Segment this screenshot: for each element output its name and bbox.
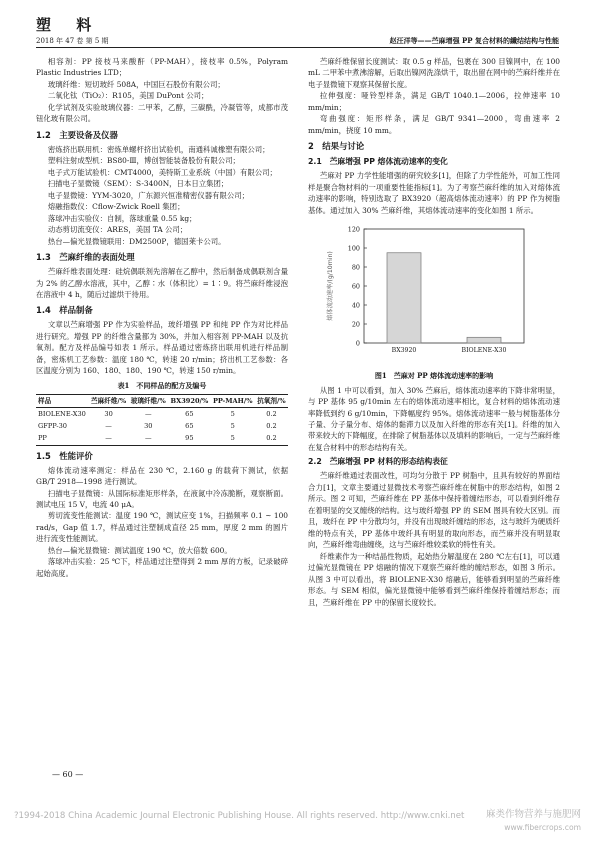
y-axis-label: 熔体流动速率/(g/10min): [327, 251, 334, 322]
bar: [467, 338, 501, 344]
formula-table: [36, 394, 288, 446]
equipment-item: 落球冲击实验仪：自制，落球重量 0.55 kg；: [47, 213, 197, 223]
table-header-cell: 苎麻纤维/%: [89, 394, 129, 407]
table-header-cell: 玻璃纤维/%: [128, 394, 168, 407]
table-header-cell: 抗氧剂/%: [255, 394, 288, 407]
equipment-item: 扫描电子显微镜（SEM）：S-3400N，日本日立集团；: [47, 179, 229, 189]
table-cell: 30: [144, 422, 153, 431]
paragraph: 纤维素作为一种结晶性物质，起始热分解温度在 280 ℃左右[1]，可以通过偏光显微镜在 PP 熔融的情况下观察苎麻纤维的缠结形态，如图 3 所示。从图 3 中可以看出，将 BIOLENE-X30 熔融后，能够看到明显的苎麻纤维形态。与 SEM 相似，偏光显微镜中能够看到苎麻纤维保持着缠结形态；而且，苎麻纤维在 PP 中的保留长度较长。: [308, 551, 560, 607]
table-row: [36, 407, 288, 420]
section-heading: 1.3 苎麻纤维的表面处理: [36, 252, 135, 263]
y-tick-label: 40: [351, 301, 360, 310]
table-cell: 65: [185, 409, 194, 418]
table-cell: 5: [230, 409, 235, 418]
table-cell: 0.2: [266, 422, 277, 431]
material-item: 化学试剂及实验玻璃仪器：二甲苯，乙醇，三碳酰，冷凝管等，成都市茂钮化玻有限公司。: [36, 102, 288, 124]
section-heading: 2 结果与讨论: [308, 141, 365, 152]
subsection-heading: 2.1 苎麻增强 PP 熔体流动速率的变化: [308, 157, 448, 167]
paragraph: 文章以苎麻增强 PP 作为实验样品，玻纤增强 PP 和纯 PP 作为对比样品进行研究。增强 PP 的纤维含量都为 30%，并加入相容剂 PP-MAH 以及抗氧剂。配方及样品编号如表 1 所示。样品通过密炼挤出联用机进行样品制备，密炼机工艺参数：温度 180 ℃，转速 20 r/min；挤出机工艺参数：各区温度分别为 160、180、180、190 ℃，转速 150 r/min。: [36, 320, 288, 376]
section-heading: 1.2 主要设备及仪器: [36, 129, 118, 140]
table-cell: 0.2: [255, 432, 288, 445]
paragraph: 苎麻对 PP 力学性能增强的研究较多[1]，但除了力学性能外，可加工性同样是聚合物材料的一项重要性能指标[1]。为了考察苎麻纤维的加入对熔体流动速率的影响，特别选取了 BX3920（超高熔体流动速率）的 PP 作为树脂基体。通过加入 30% 苎麻纤维，其熔体流动速率的变化如图 1 所示。: [308, 171, 560, 215]
watermark-text: 麻类作物营养与施肥网: [485, 809, 581, 820]
issue-info: 2018 年 47 卷 第 5 期: [36, 37, 109, 45]
section-heading: 1.4 样品制备: [36, 305, 93, 316]
journal-name: 塑 料: [36, 16, 102, 34]
table-cell: —: [145, 409, 152, 418]
right-column: [308, 56, 560, 608]
watermark-url: www.fibercrops.com: [504, 823, 581, 832]
table-cell: PP: [36, 432, 89, 445]
table-cell: 30: [104, 409, 113, 418]
x-tick-label: BIOLENE-X30: [461, 347, 507, 355]
y-tick-label: 100: [347, 244, 360, 253]
section-heading: 1.5 性能评价: [36, 450, 93, 461]
table-header-cell: 样品: [36, 394, 89, 407]
page-header: [36, 14, 559, 48]
paragraph: 苎麻纤维保留长度测试：取 0.5 g 样品，包裹在 300 目镍网中，在 100 mL 二甲苯中煮沸溶解，后取出镍网洗涤烘干，取出留在网中的苎麻纤维并在电子显微镜下观察其保留长度。: [308, 57, 560, 89]
material-item: 二氧化钛（TiO₂）：R105，美国 DuPont 公司；: [47, 91, 209, 101]
y-tick-label: 80: [351, 263, 360, 272]
y-tick-label: 20: [351, 320, 360, 329]
x-tick-label: BX3920: [391, 347, 417, 355]
equipment-item: 密炼挤出联用机：密炼单螺杆挤出试验机，南通科诚橡塑有限公司；: [47, 144, 270, 154]
paragraph: 从图 1 中可以看到，加入 30% 苎麻后，熔体流动速率的下降非常明显，与 PP 基体 95 g/10min 左右的熔体流动速率相比，复合材料的熔体流动速率降低到约 6 g/10min，下降幅度约 95%。熔体流动速率一般与树脂基体分子量、分子量分布、熔体的黏滞力以及加入纤维的形态有关[1]。纤维的加入带来较大的下降幅度，在排除了树脂基体以及填料的影响后，一定与苎麻纤维在复合材料中的形态结构有关。: [308, 385, 560, 452]
page-number: — 60 —: [52, 770, 84, 779]
equipment-item: 熔融指数仪：Cflow-Zwick Roell 集团；: [47, 202, 185, 212]
running-title: 赵汪洋等——苎麻增强 PP 复合材料的纖结结构与性能: [389, 36, 559, 45]
table-header-cell: BX3920/%: [168, 394, 210, 407]
figure-caption: 图1 苎麻对 PP 熔体流动速率的影响: [374, 370, 494, 380]
material-item: 玻璃纤维：短切玻纤 508A，中国巨石股份有限公司；: [47, 79, 225, 89]
left-column: [36, 56, 288, 579]
bar: [387, 253, 421, 343]
y-tick-label: 60: [351, 282, 360, 291]
table-cell: —: [89, 432, 129, 445]
subsection-heading: 2.2 苎麻增强 PP 材料的形态结构表征: [308, 457, 448, 467]
paragraph: 拉伸强度：哑铃型样条，满足 GB/T 1040.1—2006，拉伸速率 10 mm/min；: [308, 91, 560, 112]
y-tick-label: 0: [355, 339, 360, 348]
table-row: [36, 420, 288, 432]
table-cell: 5: [211, 432, 255, 445]
table-cell: —: [128, 432, 168, 445]
copyright-text: ?1994-2018 China Academic Journal Electronic Publishing House. All rights reserved. http://www.cnki.net: [14, 811, 465, 821]
paragraph: 剪切流变性能测试：温度 190 ℃，测试应变 1%，扫描频率 0.1 ~ 100 rad/s，Gap 值 1.7，样品通过注塑制成直径 25 mm，厚度 2 mm 的圆片进行流变性能测试。: [36, 511, 288, 544]
y-tick-label: 120: [347, 225, 360, 234]
material-item: 相容剂：PP 接枝马来酸酐（PP-MAH），接枝率 0.5%，Polyram Plastic Industries LTD；: [36, 57, 288, 78]
paragraph: 苎麻纤维通过表面改性，可均匀分散于 PP 树脂中，且具有较好的界面结合力[1]，文章主要通过显微技术考察苎麻纤维在树脂中的形态结构，如图 2 所示。图 2 可知，苎麻纤维在 PP 基体中保持着缠结形态，可以看到纤维存在着明显的交叉缠绕的结构。这与玻纤增强 PP 的 SEM 图具有较大区别。而且，玻纤在 PP 中分散均匀，并没有出现玻纤缠结的形态，这与玻纤为硬质纤维的特点有关，PP 基体中玻纤具有明显的取向形态，而苎麻并没有明显取向，苎麻纤维弯曲缠绕，这与苎麻纤维较柔软的特性有关。: [308, 471, 560, 550]
table-cell: 65: [185, 422, 194, 431]
page-footer: [14, 809, 581, 832]
equipment-item: 动态剪切流变仪：ARES，美国 TA 公司；: [47, 225, 188, 235]
paragraph: 落球冲击实验：25 ℃下，样品通过注塑得到 2 mm 厚的方板，记录破碎起始高度。: [36, 557, 288, 578]
table-cell: 0.2: [266, 409, 277, 418]
table-cell: GFPP-30: [38, 422, 67, 431]
table-cell: 5: [230, 422, 235, 431]
equipment-item: 塑料注射成型机：BS80-Ⅲ，博创智能装备股份有限公司；: [47, 156, 240, 166]
table-header-cell: PP-MAH/%: [211, 394, 255, 407]
paragraph: 弯曲强度：矩形样条，满足 GB/T 9341—2000，弯曲速率 2 mm/min，挠度 10 mm。: [308, 114, 560, 135]
equipment-item: 热台—偏光显微镜联用：DM2500P，德国莱卡公司。: [47, 236, 226, 246]
table-cell: BIOLENE-X30: [38, 409, 86, 418]
table-caption: 表1 不同样品的配方及编号: [117, 380, 207, 390]
paragraph: 扫描电子显微镜：从国际标准矩形样条，在液氮中冷冻脆断，观察断面。测试电压 15 V，电流 40 μA。: [36, 488, 288, 509]
paragraph: 熔体流动速率测定：样品在 230 ℃，2.160 g 的载荷下测试，依据 GB/T 2918—1998 进行测试。: [36, 465, 288, 487]
table-cell: 95: [168, 432, 210, 445]
equipment-item: 电子显微镜：YYM-3020，广东源兴恒准精密仪器有限公司；: [47, 190, 250, 200]
paragraph: 苎麻纤维表面处理：硅烷偶联剂先溶解在乙醇中，然后制备成偶联剂含量为 2% 的乙醇水溶液，其中，乙醇∶水（体积比）= 1∶9。将苎麻纤维浸泡在溶液中 4 h，随后过滤烘干待用。: [36, 267, 288, 299]
melt-flow-bar-chart: [308, 219, 560, 367]
equipment-item: 电子式万能试验机：CMT4000，美特斯工业系统（中国）有限公司；: [47, 167, 277, 177]
paragraph: 热台—偏光显微镜：测试温度 190 ℃，放大倍数 600。: [47, 545, 232, 555]
table-row: [36, 432, 288, 445]
table-cell: —: [105, 422, 112, 431]
